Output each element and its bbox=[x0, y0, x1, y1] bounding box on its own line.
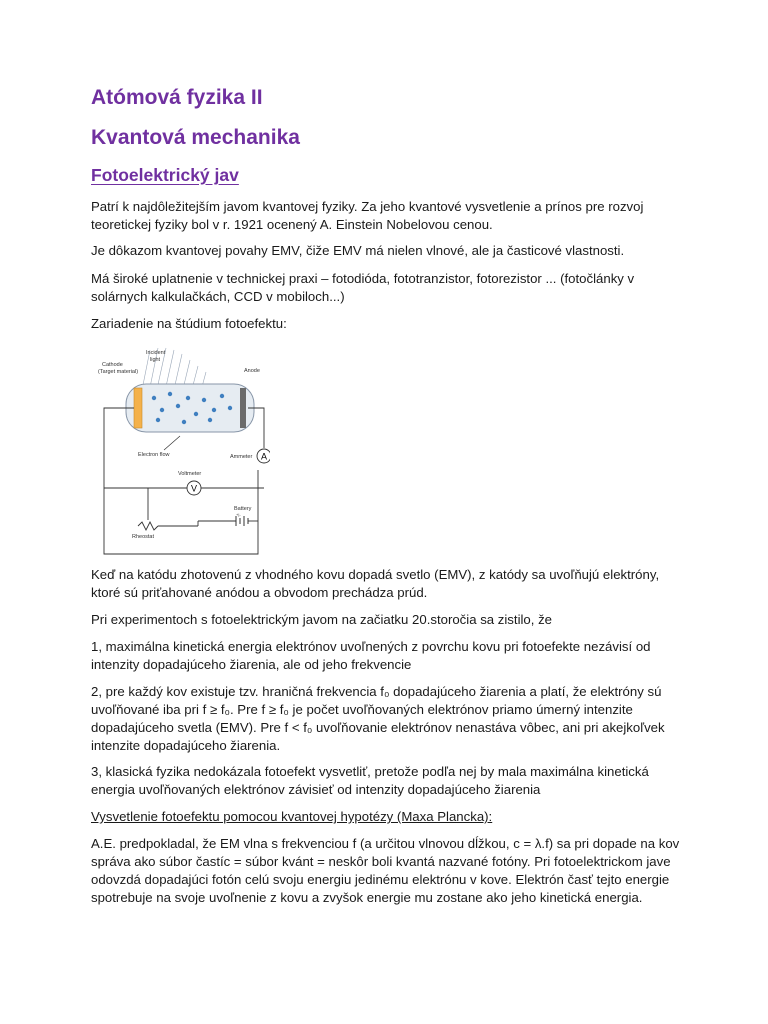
battery-symbol bbox=[236, 516, 248, 526]
label-anode: Anode bbox=[244, 368, 260, 374]
label-rheostat: Rheostat bbox=[132, 534, 155, 540]
label-cathode: Cathode bbox=[102, 362, 123, 368]
paragraph-intro: Patrí k najdôležitejším javom kvantovej fyziky. Za jeho kvantové vysvetlenie a prínos pre rozvoj teoretickej fyziky bol v r. 1921 ocenený A. Einstein Nobelovou cenou. bbox=[91, 199, 644, 232]
label-ammeter: Ammeter bbox=[230, 454, 253, 460]
paragraph-explanation: A.E. predpokladal, že EM vlna s frekvenciou f (a určitou vlnovou dĺžkou, c = λ.f) sa pri dopade na kov správa ako súbor častíc = súbor kvánt = neskôr boli kvantá nazvané fotóny. Pri fotoelektrickom jave odovzdá dopadajúci fotón celú svoju energiu jedinému elektrónu v kove. Elektrón časť tejto energie spotrebuje na svoje uvoľnenie z kovu a zvyšok energie mu zostane ako jeho kinetická energia. bbox=[91, 836, 680, 905]
paragraph-cathode: Keď na katódu zhotovenú z vhodného kovu dopadá svetlo (EMV), z katódy sa uvoľňujú elektróny, ktoré sú priťahované anódou a obvodom prechádza prúd. bbox=[91, 567, 660, 600]
anode-plate bbox=[240, 388, 246, 428]
label-target-material: (Target material) bbox=[98, 369, 139, 375]
label-battery: Battery bbox=[234, 506, 252, 512]
rheostat-symbol bbox=[138, 522, 158, 530]
electron-flow-pointer bbox=[164, 436, 180, 450]
label-battery-polarity: +|- bbox=[236, 512, 241, 517]
label-electron-flow: Electron flow bbox=[138, 452, 170, 458]
document-title: Atómová fyzika II bbox=[91, 86, 263, 109]
paragraph-experiments: Pri experimentoch s fotoelektrickým javom na začiatku 20.storočia sa zistilo, že bbox=[91, 612, 553, 627]
photoelectric-apparatus-diagram bbox=[98, 340, 270, 560]
ammeter-letter: A bbox=[260, 451, 268, 462]
label-voltmeter: Voltmeter bbox=[178, 471, 202, 477]
voltmeter-letter: V bbox=[190, 483, 198, 494]
paragraph-applications: Má široké uplatnenie v technickej praxi – fotodióda, fototranzistor, fotorezistor ... (fotočlánky v solárnych kalkulačkách, CCD v mobiloch...) bbox=[91, 271, 635, 304]
cathode-plate bbox=[134, 388, 142, 428]
section-heading: Fotoelektrický jav bbox=[91, 165, 239, 185]
paragraph-emv: Je dôkazom kvantovej povahy EMV, čiže EMV má nielen vlnové, ale ja časticové vlastnosti. bbox=[91, 243, 625, 258]
label-light: light bbox=[150, 357, 161, 363]
paragraph-point-3: 3, klasická fyzika nedokázala fotoefekt vysvetliť, pretože podľa nej by mala maximálna kinetická energia uvoľňovaných elektrónov závisieť od intenzity dopadajúceho žiarenia bbox=[91, 764, 649, 797]
paragraph-explanation-heading: Vysvetlenie fotoefektu pomocou kvantovej hypotézy (Maxa Plancka): bbox=[91, 809, 493, 824]
label-incident: Incident bbox=[146, 350, 166, 356]
paragraph-device: Zariadenie na štúdium fotoefektu: bbox=[91, 316, 287, 331]
paragraph-point-1: 1, maximálna kinetická energia elektrónov uvoľnených z povrchu kovu pri fotoefekte nezávisí od intenzity dopadajúceho žiarenia, ale od jeho frekvencie bbox=[91, 639, 651, 672]
vacuum-tube bbox=[126, 384, 254, 432]
paragraph-point-2: 2, pre každý kov existuje tzv. hraničná frekvencia f₀ dopadajúceho žiarenia a platí, že elektróny sú uvoľňované iba pri f ≥ f₀. Pre f ≥ f₀ je počet uvoľňovaných elektrónov priamo úmerný intenzite dopadajúceho svetla (EMV). Pre f < f₀ uvoľňovanie elektrónov nenastáva vôbec, ani pri akejkoľvek intenzite dopadajúceho žiarenia. bbox=[91, 684, 665, 753]
document-subtitle: Kvantová mechanika bbox=[91, 126, 300, 149]
